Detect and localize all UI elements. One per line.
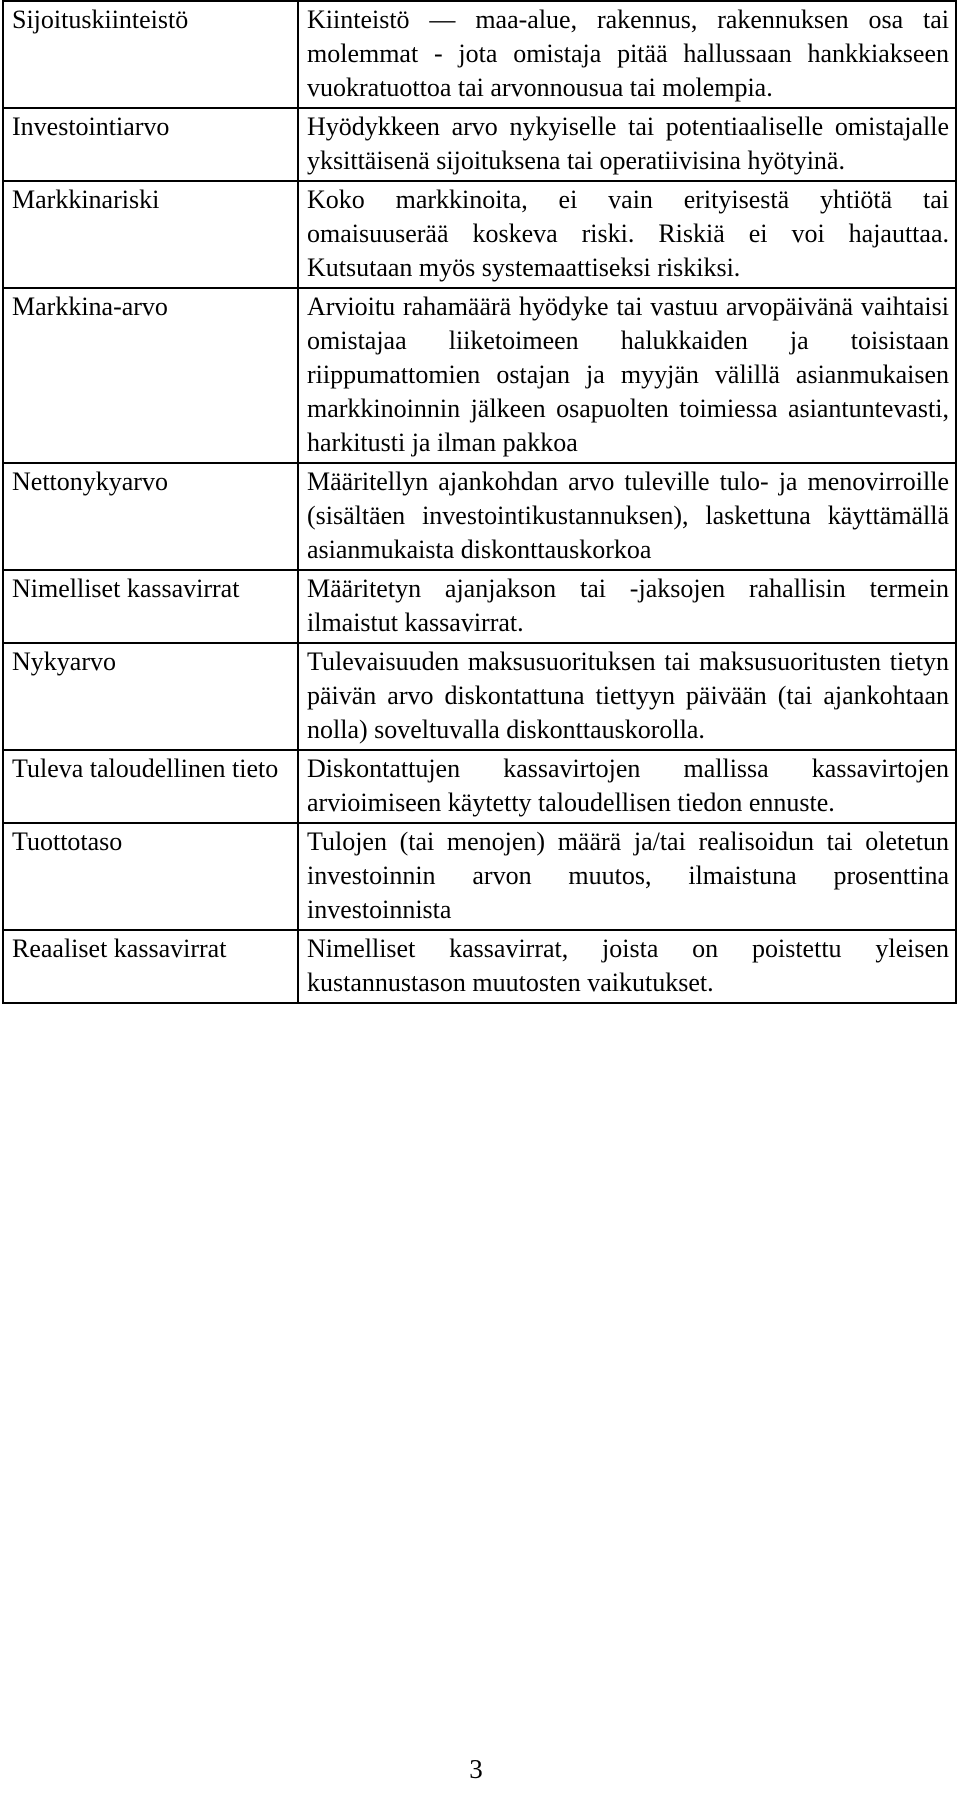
table-row — [3, 570, 956, 643]
term-cell: Sijoituskiinteistö — [3, 1, 298, 108]
term-cell: Nykyarvo — [3, 643, 298, 750]
term-cell: Nimelliset kassavirrat — [3, 570, 298, 643]
term-cell: Investointiarvo — [3, 108, 298, 181]
term-cell: Reaaliset kassavirrat — [3, 930, 298, 1003]
definition-cell: Kiinteistö — maa-alue, rakennus, rakennuksen osa tai molemmat - jota omistaja pitää hallussaan hankkiakseen vuokratuottoa tai arvonnousua tai molempia. — [298, 1, 956, 108]
table-row — [3, 750, 956, 823]
definition-cell: Tulevaisuuden maksusuorituksen tai maksusuoritusten tietyn päivän arvo diskontattuna tiettyyn päivään (tai ajankohtaan nolla) soveltuvalla diskonttauskorolla. — [298, 643, 956, 750]
definition-cell: Arvioitu rahamäärä hyödyke tai vastuu arvopäivänä vaihtaisi omistajaa liiketoimeen halukkaiden ja toisistaan riippumattomien ostajan ja myyjän välillä asianmukaisen markkinoinnin jälkeen osapuolten toimiessa asiantuntevasti, harkitusti ja ilman pakkoa — [298, 288, 956, 463]
table-row — [3, 181, 956, 288]
definition-cell: Koko markkinoita, ei vain erityisestä yhtiötä tai omaisuuserää koskeva riski. Riskiä ei voi hajauttaa. Kutsutaan myös systemaattiseksi riskiksi. — [298, 181, 956, 288]
definition-cell: Tulojen (tai menojen) määrä ja/tai realisoidun tai oletetun investoinnin arvon muutos, ilmaistuna prosenttina investoinnista — [298, 823, 956, 930]
page-number: 3 — [469, 1754, 483, 1784]
term-cell: Tuottotaso — [3, 823, 298, 930]
table-row — [3, 823, 956, 930]
definition-cell: Määritetyn ajanjakson tai -jaksojen rahallisin termein ilmaistut kassavirrat. — [298, 570, 956, 643]
definition-cell: Määritellyn ajankohdan arvo tuleville tulo- ja menovirroille (sisältäen investointikustannuksen), laskettuna käyttämällä asianmukaista diskonttauskorkoa — [298, 463, 956, 570]
table-row — [3, 463, 956, 570]
term-cell: Markkinariski — [3, 181, 298, 288]
definition-cell: Hyödykkeen arvo nykyiselle tai potentiaaliselle omistajalle yksittäisenä sijoituksena tai operatiivisina hyötyinä. — [298, 108, 956, 181]
definition-cell: Nimelliset kassavirrat, joista on poistettu yleisen kustannustason muutosten vaikutukset. — [298, 930, 956, 1003]
definition-cell: Diskontattujen kassavirtojen mallissa kassavirtojen arvioimiseen käytetty taloudellisen tiedon ennuste. — [298, 750, 956, 823]
table-row — [3, 643, 956, 750]
glossary-table — [2, 0, 957, 1004]
term-cell: Markkina-arvo — [3, 288, 298, 463]
table-row — [3, 1, 956, 108]
term-cell: Nettonykyarvo — [3, 463, 298, 570]
table-row — [3, 108, 956, 181]
table-row — [3, 930, 956, 1003]
table-row — [3, 288, 956, 463]
term-cell: Tuleva taloudellinen tieto — [3, 750, 298, 823]
